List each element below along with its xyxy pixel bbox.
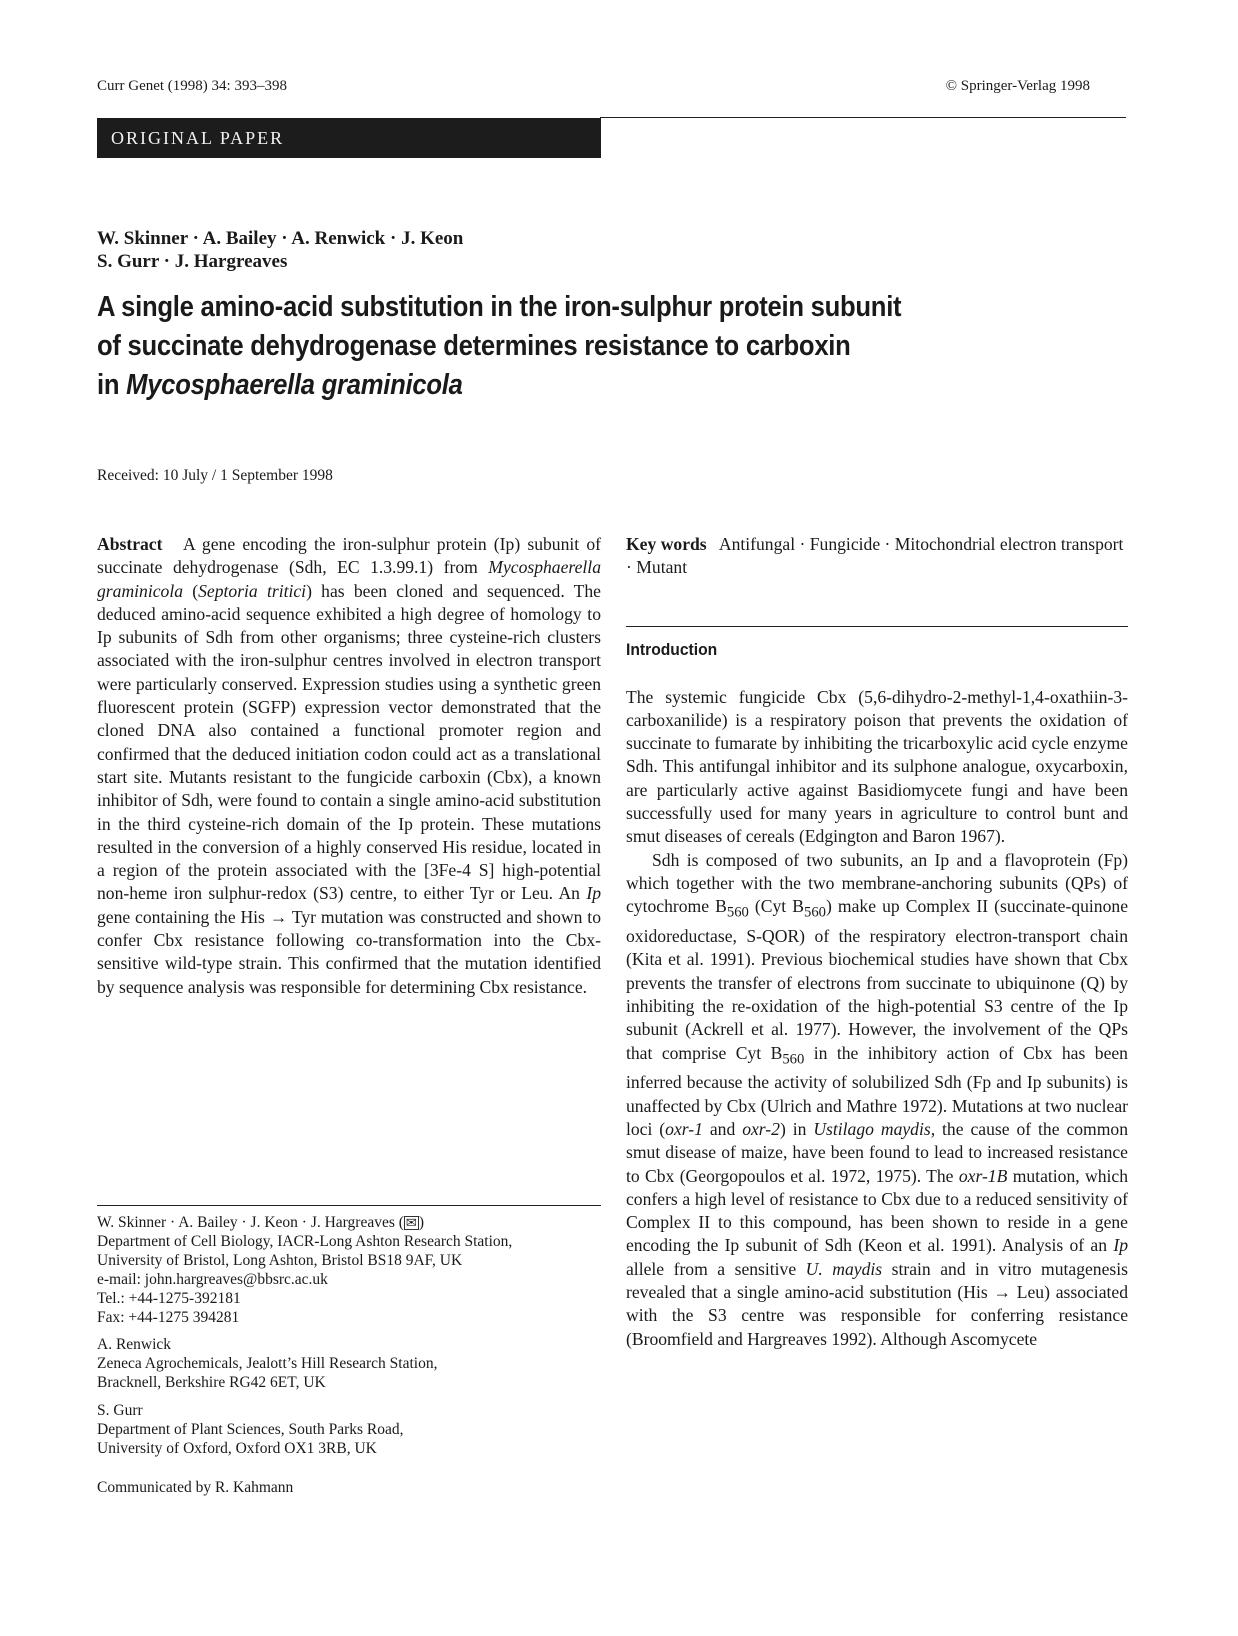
title-line-1: A single amino-acid substitution in the iron-sulphur protein subunit xyxy=(97,291,902,323)
introduction-paragraph-1: The systemic fungicide Cbx (5,6-dihydro-2-methyl-1,4-oxathiin-3-carboxanilide) is a respiratory poison that prevents the oxidation of succinate to fumarate by inhibiting the tricarboxylic acid cycle enzyme Sdh. This antifungal inhibitor and its sulphone analogue, oxycarboxin, are particularly active against Basidiomycete fungi and have been successfully used for many years in agriculture to control bunt and smut diseases of cereals (Edgington and Baron 1967). xyxy=(626,686,1128,847)
title-line-3-prefix: in xyxy=(97,369,127,401)
affiliation-name: S. Gurr xyxy=(97,1402,143,1419)
affiliation-name: A. Renwick xyxy=(97,1336,172,1353)
affiliation-dept: Department of Plant Sciences, South Parks Road, xyxy=(97,1421,404,1438)
affiliation-univ: University of Oxford, Oxford OX1 3RB, UK xyxy=(97,1440,377,1457)
affiliation-block-1 xyxy=(97,1213,601,1327)
keywords-text: Antifungal · Fungicide · Mitochondrial electron transport · Mutant xyxy=(626,534,1124,578)
keywords-label: Key words xyxy=(626,534,707,554)
affiliation-email: e-mail: john.hargreaves@bbsrc.ac.uk xyxy=(97,1271,328,1288)
affiliation-block-3 xyxy=(97,1401,601,1458)
affiliation-fax: Fax: +44-1275 394281 xyxy=(97,1309,240,1326)
abstract-text-3: ) has been cloned and sequenced. The deduced amino-acid sequence exhibited a high degree of homology to Ip subunits of Sdh from other organisms; three cysteine-rich clusters associated with the iron-sulphur centres involved in electron transport were particularly conserved. Expression studies using a synthetic green fluorescent protein (SGFP) expression vector demonstrated that the cloned DNA also contained a functional promoter region and confirmed that the deduced initiation codon could act as a translational start site. Mutants resistant to the fungicide carboxin (Cbx), a known inhibitor of Sdh, were found to contain a single amino-acid substitution in the third cysteine-rich domain of the Ip protein. These mutations resulted in the conversion of a highly conserved His residue, located in a region of the protein associated with the [3Fe-4 S] high-potential non-heme iron sulphur-redox (S3) centre, to either Tyr or Leu. An xyxy=(97,580,601,904)
affiliation-rule xyxy=(97,1205,601,1206)
affiliation-authors: W. Skinner · A. Bailey · J. Keon · J. Hargreaves ( ✉ ) xyxy=(97,1214,424,1231)
right-column xyxy=(626,533,1128,1351)
received-date: Received: 10 July / 1 September 1998 xyxy=(97,467,333,484)
abstract xyxy=(97,533,601,999)
abstract-species-1: Mycosphaerella graminicola xyxy=(97,557,601,601)
affiliation-univ: University of Bristol, Long Ashton, Bristol BS18 9AF, UK xyxy=(97,1252,463,1269)
title-line-2: of succinate dehydrogenase determines resistance to carboxin xyxy=(97,330,851,362)
title-species: Mycosphaerella graminicola xyxy=(126,369,463,401)
communicated-by: Communicated by R. Kahmann xyxy=(97,1479,294,1496)
subscript-560: 560 xyxy=(726,904,749,921)
abstract-label: Abstract xyxy=(97,534,163,554)
affiliation-addr: Bracknell, Berkshire RG42 6ET, UK xyxy=(97,1374,326,1391)
affiliation-dept: Department of Cell Biology, IACR-Long Ashton Research Station, xyxy=(97,1233,513,1250)
journal-reference: Curr Genet (1998) 34: 393–398 xyxy=(97,78,287,94)
envelope-icon: ✉ xyxy=(405,1215,417,1230)
article-title xyxy=(97,288,997,405)
author-list xyxy=(97,227,463,273)
affiliation-tel: Tel.: +44-1275-392181 xyxy=(97,1290,241,1307)
introduction-paragraph-2: Sdh is composed of two subunits, an Ip and a flavoprotein (Fp) which together with the two membrane-anchoring subunits (QPs) of cytochrome $B_{560}$ (Cyt $B_{560}$) make up Complex II (succinate-quinone oxidoreductase, S-QOR) of the respiratory electron-transport chain (Kita et al. 1991). Previous biochemical studies have shown that Cbx prevents the transfer of electrons from succinate to ubiquinone (Q) by inhibiting the re-oxidation of the high-potential S3 centre of the Ip subunit (Ackrell et al. 1977). However, the involvement of the QPs that comprise Cyt $B_{560}$ in the inhibitory action of Cbx has been inferred because the activity of solubilized Sdh (Fp and Ip subunits) is unaffected by Cbx (Ulrich and Mathre 1972). Mutations at two nuclear loci (oxr-1 and oxr-2) in Ustilago maydis, the cause of the common smut disease of maize, have been found to lead to increased resistance to Cbx (Georgopoulos et al. 1972, 1975). The oxr-1B mutation, which confers a high level of resistance to Cbx due to a reduced sensitivity of Complex II to this compound, has been shown to reside in a gene encoding the Ip subunit of Sdh (Keon et al. 1991). Analysis of an Ip allele from a sensitive U. maydis strain and in vitro mutagenesis revealed that a single amino-acid substitution (His → Leu) associated with the S3 centre was responsible for conferring resistance (Broomfield and Hargreaves 1992). Although Ascomycete xyxy=(626,849,1129,1349)
abstract-gene: Ip xyxy=(586,883,601,904)
header-rule xyxy=(600,117,1126,118)
subscript-560: 560 xyxy=(782,1051,805,1068)
title-line-3 xyxy=(97,366,997,405)
left-column xyxy=(97,533,601,999)
author-line-2: S. Gurr · J. Hargreaves xyxy=(97,251,288,272)
abstract-species-2: Septoria tritici xyxy=(198,580,307,601)
copyright-notice: © Springer-Verlag 1998 xyxy=(945,78,1090,94)
subscript-560: 560 xyxy=(804,904,826,921)
introduction-heading: Introduction xyxy=(626,639,718,659)
affiliation-org: Zeneca Agrochemicals, Jealott’s Hill Research Station, xyxy=(97,1355,438,1372)
section-rule xyxy=(626,626,1128,627)
keywords xyxy=(626,533,1128,580)
affiliation-block-2 xyxy=(97,1335,601,1392)
abstract-text-4: gene containing the His → Tyr mutation was constructed and shown to confer Cbx resistance following co-transformation into the Cbx-sensitive wild-type strain. This confirmed that the mutation identified by sequence analysis was responsible for determining Cbx resistance. xyxy=(97,906,601,997)
article-type-banner: ORIGINAL PAPER xyxy=(97,118,601,158)
author-line-1: W. Skinner · A. Bailey · A. Renwick · J. Keon xyxy=(97,228,464,249)
abstract-text-2: ( xyxy=(183,580,199,601)
abstract-text-1: A gene encoding the iron-sulphur protein (Ip) subunit of succinate dehydrogenase (Sdh, EC 1.3.99.1) from xyxy=(97,534,601,578)
